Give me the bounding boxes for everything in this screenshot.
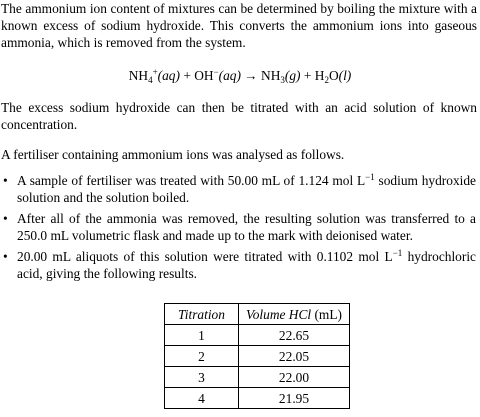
bullet-icon: • [3, 249, 8, 264]
titration-number: 1 [165, 325, 239, 346]
equation-product-ammonia: $NH_3(g)$ [261, 68, 301, 85]
titration-results-table [164, 303, 350, 409]
equation-reactant-hydroxide: OH−(aq) [194, 67, 241, 83]
titration-volume: 22.65 [239, 325, 350, 346]
bullet-icon: • [3, 211, 8, 226]
equation-plus: + [179, 68, 195, 83]
header-volume: Volume HCl (mL) [239, 304, 350, 325]
titration-volume: 22.05 [239, 346, 350, 367]
chemical-equation [0, 67, 480, 84]
table-row [165, 325, 350, 346]
procedure-step-2: • After all of the ammonia was removed, the resulting solution was transferred to a 250.0 mL volumetric flask and made up to the mark with deionised water. [3, 211, 476, 243]
procedure-step-3: • 20.00 mL aliquots of this solution were titrated with 0.1102 mol $L^{-1}$ hydrochloric acid, giving the following results. [3, 248, 477, 281]
equation-reactant-ammonium: $NH_4^+(aq)$ [128, 67, 180, 85]
titration-number: 2 [165, 346, 239, 367]
equation-plus: + [300, 68, 315, 83]
equation-arrow: → [240, 68, 262, 83]
table-row [165, 388, 350, 409]
table-header-row [165, 304, 350, 325]
intro-paragraph: The ammonium ion content of mixtures can be determined by boiling the mixture with a known excess of sodium hydroxide. This converts the ammonium ions into gaseous ammonia, which is removed from the system. [1, 1, 477, 50]
procedure-step-1: • A sample of fertiliser was treated with 50.00 mL of 1.124 mol $L^{-1}$ sodium hydroxide solution and the solution boiled. [3, 172, 476, 205]
equation-product-water: $H_2O(l)$ [314, 68, 352, 85]
bullet-icon: • [3, 173, 8, 188]
titration-paragraph: The excess sodium hydroxide can then be titrated with an acid solution of known concentration. [1, 100, 477, 132]
titration-number: 3 [165, 367, 239, 388]
table-row [165, 346, 350, 367]
titration-volume: 22.00 [239, 367, 350, 388]
table-row [165, 367, 350, 388]
procedure-list [0, 172, 480, 286]
analysis-intro: A fertiliser containing ammonium ions was analysed as follows. [1, 147, 345, 162]
header-titration: Titration [165, 304, 239, 325]
titration-volume: 21.95 [239, 388, 350, 409]
titration-number: 4 [165, 388, 239, 409]
